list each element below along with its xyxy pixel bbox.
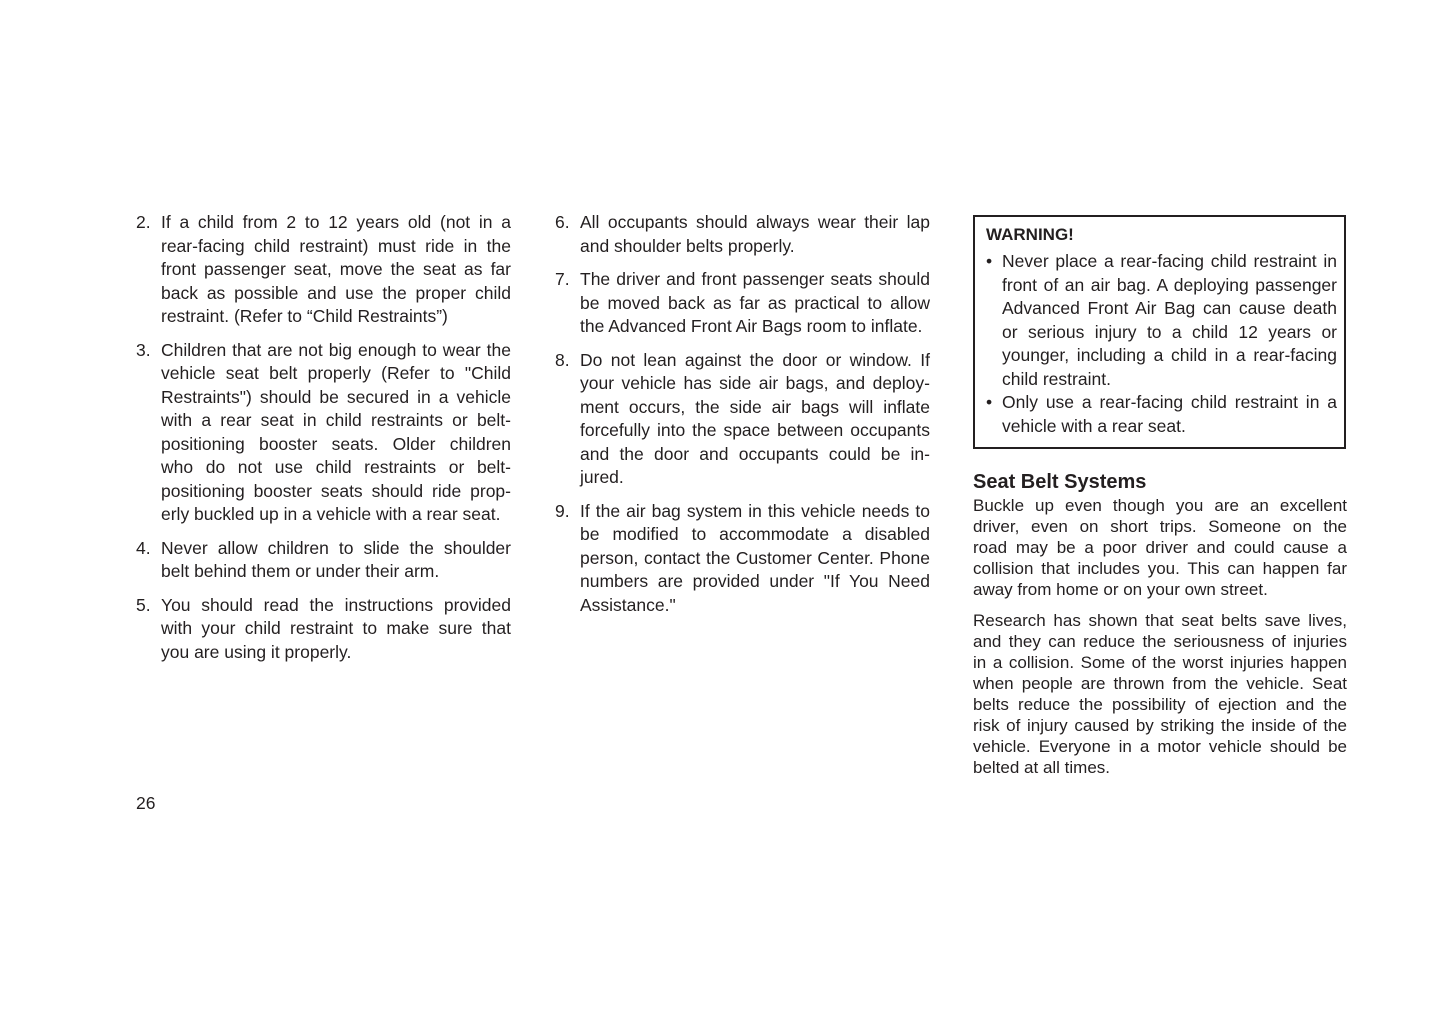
- warning-bullets: [986, 250, 1337, 438]
- text-line: your vehicle has side air bags, and deploy-: [580, 373, 930, 393]
- text-line: with your child restraint to make sure that: [161, 618, 511, 638]
- text-line: Only use a rear-facing child restraint in a: [1002, 392, 1337, 412]
- text-line: jured.: [580, 467, 624, 487]
- text-line: Assistance.": [580, 594, 676, 615]
- numbered-list-item: [555, 500, 930, 618]
- text-line: be modified to accommodate a disabled: [580, 524, 930, 544]
- text-line: who do not use child restraints or belt-: [161, 457, 511, 477]
- numbered-list-item: [136, 339, 511, 527]
- text-line: If the air bag system in this vehicle needs to: [580, 500, 930, 521]
- item-number: 7.: [555, 269, 570, 289]
- bullet-icon: •: [986, 392, 993, 412]
- text-line: All occupants should always wear their lap: [580, 212, 930, 232]
- numbered-list-item: [555, 349, 930, 490]
- item-number: 2.: [136, 212, 151, 232]
- text-line: belted at all times.: [973, 758, 1111, 777]
- text-line: back as possible and use the proper child: [161, 282, 511, 303]
- text-line: Never allow children to slide the shoulder: [161, 537, 511, 558]
- warning-box: [973, 215, 1346, 449]
- text-line: Never place a rear-facing child restraint in: [1002, 251, 1337, 271]
- numbered-list-item: [136, 537, 511, 584]
- middle-column-list: [555, 211, 930, 627]
- text-line: Buckle up even though you are an excellent: [973, 496, 1347, 515]
- item-number: 6.: [555, 212, 570, 232]
- text-line: or serious injury to a child 12 years or: [1002, 321, 1337, 342]
- text-line: in a collision. Some of the worst injuries happen: [973, 653, 1347, 672]
- text-line: with a rear seat in child restraints or belt-: [161, 410, 511, 430]
- item-number: 9.: [555, 500, 570, 521]
- numbered-list-item: [136, 211, 511, 329]
- text-line: vehicle. Everyone in a motor vehicle should be: [973, 737, 1347, 756]
- text-line: numbers are provided under "If You Need: [580, 571, 930, 591]
- text-line: ment occurs, the side air bags will inflate: [580, 396, 930, 417]
- text-line: risk of injury caused by striking the inside of the: [973, 716, 1347, 735]
- left-column-list: [136, 211, 511, 674]
- text-line: collision that includes you. This can happen far: [973, 559, 1347, 578]
- numbered-list-item: [136, 594, 511, 665]
- paragraph: [973, 495, 1347, 600]
- page-number: 26: [136, 793, 156, 813]
- text-line: You should read the instructions provided: [161, 594, 511, 615]
- text-line: person, contact the Customer Center. Phone: [580, 547, 930, 568]
- item-number: 5.: [136, 594, 151, 615]
- text-line: driver, even on short trips. Someone on the: [973, 517, 1347, 536]
- text-line: Do not lean against the door or window. If: [580, 349, 930, 370]
- warning-bullet: [986, 391, 1337, 438]
- section-heading: Seat Belt Systems: [973, 471, 1147, 493]
- text-line: front of an air bag. A deploying passenger: [1002, 274, 1337, 295]
- text-line: erly buckled up in a vehicle with a rear seat.: [161, 504, 501, 524]
- numbered-list-item: [555, 268, 930, 339]
- text-line: Research has shown that seat belts save lives,: [973, 611, 1347, 630]
- text-line: away from home or on your own street.: [973, 580, 1268, 599]
- seat-belt-systems-section: [973, 470, 1347, 788]
- text-line: belt behind them or under their arm.: [161, 561, 440, 581]
- text-line: belts reduce the possibility of ejection and the: [973, 695, 1347, 714]
- text-line: Restraints") should be secured in a vehicle: [161, 386, 511, 407]
- text-line: restraint. (Refer to “Child Restraints”): [161, 306, 448, 326]
- text-line: front passenger seat, move the seat as far: [161, 259, 511, 279]
- text-line: and they can reduce the seriousness of injuries: [973, 632, 1347, 651]
- item-number: 4.: [136, 537, 151, 558]
- text-line: vehicle with a rear seat.: [1002, 415, 1186, 436]
- text-line: rear-facing child restraint) must ride in the: [161, 235, 511, 256]
- warning-title: WARNING!: [986, 225, 1074, 244]
- text-line: you are using it properly.: [161, 641, 352, 662]
- text-line: positioning booster seats should ride prop-: [161, 480, 511, 501]
- numbered-list-item: [555, 211, 930, 258]
- text-line: when people are thrown from the vehicle. Seat: [973, 674, 1347, 693]
- text-line: Advanced Front Air Bag can cause death: [1002, 298, 1337, 318]
- text-line: vehicle seat belt properly (Refer to "Child: [161, 363, 511, 383]
- text-line: If a child from 2 to 12 years old (not in a: [161, 212, 511, 232]
- text-line: Children that are not big enough to wear the: [161, 339, 511, 360]
- text-line: younger, including a child in a rear-facing: [1002, 345, 1337, 365]
- text-line: child restraint.: [1002, 368, 1111, 389]
- warning-bullet: [986, 250, 1337, 391]
- bullet-icon: •: [986, 251, 993, 271]
- text-line: and shoulder belts properly.: [580, 235, 795, 256]
- item-number: 8.: [555, 349, 570, 370]
- paragraph: [973, 610, 1347, 778]
- text-line: the Advanced Front Air Bags room to inflate.: [580, 316, 923, 336]
- section-body: [973, 495, 1347, 778]
- text-line: The driver and front passenger seats should: [580, 269, 930, 289]
- text-line: positioning booster seats. Older children: [161, 433, 511, 454]
- text-line: road may be a poor driver and could cause a: [973, 538, 1347, 557]
- text-line: be moved back as far as practical to allow: [580, 292, 930, 313]
- text-line: forcefully into the space between occupants: [580, 420, 930, 440]
- text-line: and the door and occupants could be in-: [580, 443, 930, 464]
- item-number: 3.: [136, 339, 151, 360]
